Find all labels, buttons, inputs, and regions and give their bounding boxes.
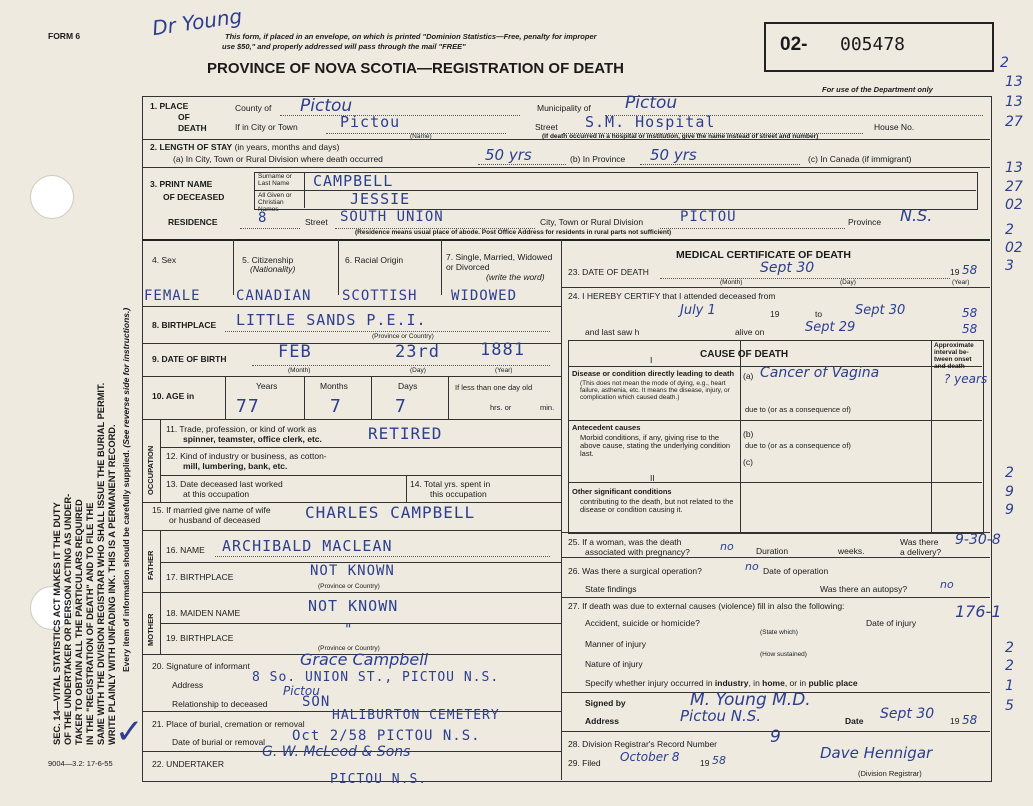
mail-notice-2: use $50," and properly addressed will pass through the mail "FREE" <box>222 42 466 51</box>
medical-title: MEDICAL CERTIFICATE OF DEATH <box>676 249 851 261</box>
relationship-note: Pictou <box>283 684 320 698</box>
informant-address-label: Address <box>172 680 204 690</box>
cause-a-prefix: (a) <box>743 371 754 381</box>
surgery-value: no <box>745 560 759 573</box>
margin-code: 2 <box>1005 222 1014 238</box>
filed-year-prefix: 19 <box>700 758 710 768</box>
margin-code: 5 <box>1005 698 1014 714</box>
name-caption: (Name) <box>410 133 432 140</box>
stay-label: 2. LENGTH OF STAY (in years, months and days) <box>150 142 340 152</box>
weeks-label: weeks. <box>838 546 865 556</box>
interval-label: Approximate interval be-tween onset and death <box>934 342 974 370</box>
total-years-label: 14. Total yrs. spent in this occupation <box>410 479 491 499</box>
registrar-signature: Dave Hennigar <box>820 744 933 762</box>
institution-note: (If death occurred in a hospital or institution, give the name instead of street and number) <box>542 133 819 140</box>
min-label: min. <box>540 403 555 412</box>
cause-col-ii: II <box>650 473 655 483</box>
informant-sig-label: 20. Signature of informant <box>152 661 250 671</box>
informant-address: 8 So. UNION ST., PICTOU N.S. <box>252 670 500 685</box>
given-value: JESSIE <box>350 190 411 208</box>
form-number: FORM 6 <box>48 31 81 41</box>
margin-code: 02 <box>1005 240 1023 256</box>
spouse-value: CHARLES CAMPBELL <box>305 503 476 522</box>
residence-city: PICTOU <box>680 209 737 225</box>
age-years: 77 <box>236 396 260 417</box>
trade-value: RETIRED <box>368 424 443 443</box>
external-label: 27. If death was due to external causes (violence) fill in also the following: <box>568 601 845 611</box>
residence-number: 8 <box>258 210 268 226</box>
cause-b-label: (b) <box>743 429 754 439</box>
stay-a-label: (a) In City, Town or Rural Division where death occurred <box>173 154 383 164</box>
hrs-label: hrs. or <box>490 403 512 412</box>
certify-label: 24. I HEREBY CERTIFY that I attended deceased from <box>568 291 776 301</box>
maiden-name: NOT KNOWN <box>308 597 399 615</box>
registration-number: 005478 <box>840 34 906 55</box>
surname-value: CAMPBELL <box>313 172 394 190</box>
stay-a-value: 50 yrs <box>485 146 532 164</box>
burial-place: HALIBURTON CEMETERY <box>332 708 500 723</box>
accident-label: Accident, suicide or homicide? <box>585 618 700 628</box>
residence-street: SOUTH UNION <box>340 209 444 225</box>
occupation-side-label: OCCUPATION <box>146 445 155 495</box>
dob-label: 9. DATE OF BIRTH <box>152 354 227 364</box>
duration-label: Duration <box>756 546 789 556</box>
form-title: PROVINCE OF NOVA SCOTIA—REGISTRATION OF DEATH <box>207 60 624 77</box>
dob-year: 1881 <box>480 340 525 360</box>
industry-label: 12. Kind of industry or business, as cotton- mill, lumbering, bank, etc. <box>166 451 327 471</box>
dob-day-caption: (Day) <box>410 367 426 374</box>
street-value: S.M. Hospital <box>585 113 716 131</box>
cert-year-prefix: 19 <box>950 716 960 726</box>
place-label: 1. PLACE OF DEATH <box>150 101 207 133</box>
marital-label: 7. Single, Married, Widowed or Divorced (write the word) <box>446 252 553 282</box>
age-months-label: Months <box>320 381 348 391</box>
cause-title: CAUSE OF DEATH <box>700 349 789 360</box>
birthplace-caption: (Province or Country) <box>372 333 434 340</box>
certify-year-end: 58 <box>962 306 978 320</box>
father-birthplace-label: 17. BIRTHPLACE <box>166 572 234 582</box>
informant-sig: Grace Campbell <box>300 650 429 669</box>
mother-side-label: MOTHER <box>146 613 155 646</box>
margin-code: 13 <box>1005 160 1023 176</box>
city-label: If in City or Town <box>235 122 298 132</box>
registrar-caption: (Division Registrar) <box>858 769 922 778</box>
filed-value: October 8 <box>620 750 680 764</box>
racial-value: SCOTTISH <box>342 288 418 304</box>
margin-code: 1 <box>1005 678 1014 694</box>
mother-birthplace-label: 19. BIRTHPLACE <box>166 633 234 643</box>
citizenship-value: CANADIAN <box>236 288 312 304</box>
disease-label: Disease or condition directly leading to death <box>572 369 735 378</box>
other-conditions-note: contributing to the death, but not related to the disease or condition causing it. <box>580 497 734 514</box>
due-to-a: due to (or as a consequence of) <box>745 405 851 414</box>
relationship-value: SON <box>302 694 331 710</box>
undertaker-label: 22. UNDERTAKER <box>152 759 224 769</box>
certify-year-prefix: 19 <box>770 309 780 319</box>
registrar-number-label: 28. Division Registrar's Record Number <box>568 739 718 749</box>
other-conditions-label: Other significant conditions <box>572 487 672 496</box>
maiden-name-label: 18. MAIDEN NAME <box>166 608 241 618</box>
birthplace-value: LITTLE SANDS P.E.I. <box>236 311 427 329</box>
street-label: Street <box>535 122 558 132</box>
mother-birthplace-caption: (Province or Country) <box>318 645 380 652</box>
father-side-label: FATHER <box>146 550 155 580</box>
residence-city-label: City, Town or Rural Division <box>540 217 644 227</box>
surgery-label: 26. Was there a surgical operation? <box>568 566 702 576</box>
punch-hole-top <box>30 175 74 219</box>
footer-code: 9004—3.2: 17-6-55 <box>48 759 113 768</box>
margin-code: 2 <box>1000 55 1009 71</box>
cause-col-i: I <box>650 355 653 365</box>
cause-c-label: (c) <box>743 457 753 467</box>
house-label: House No. <box>874 122 915 132</box>
margin-code: 27 <box>1005 114 1023 130</box>
stay-c-label: (c) In Canada (if immigrant) <box>808 154 912 164</box>
cert-date-label: Date <box>845 716 864 726</box>
disease-note: (This does not mean the mode of dying, e.g., heart failure, asthenia, etc. It means the disease, injury, or complication which caused death.) <box>580 380 730 401</box>
mail-notice-1: This form, if placed in an envelope, on which is printed "Dominion Statistics—Free, penalty for improper <box>225 32 597 41</box>
state-which-caption: (State which) <box>760 629 798 636</box>
alive-on: Sept 29 <box>805 320 856 335</box>
findings-label: State findings <box>585 584 637 594</box>
age-months: 7 <box>330 396 342 417</box>
registrar-number: 9 <box>770 727 781 747</box>
father-birthplace-caption: (Province or Country) <box>318 583 380 590</box>
undertaker-town: PICTOU N.S. <box>330 772 428 787</box>
stay-b-label: (b) In Province <box>570 154 626 164</box>
burial-place-label: 21. Place of burial, cremation or removal <box>152 719 305 729</box>
citizenship-label: 5. Citizenship (Nationality) <box>242 255 296 274</box>
birthplace-label: 8. BIRTHPLACE <box>152 320 217 330</box>
racial-label: 6. Racial Origin <box>345 255 404 265</box>
due-to-b: due to (or as a consequence of) <box>745 441 851 450</box>
op-date-label: Date of operation <box>763 566 829 576</box>
last-worked-label: 13. Date deceased last worked at this occupation <box>166 479 283 499</box>
margin-code: 2 <box>1005 640 1014 656</box>
dob-day: 23rd <box>395 342 440 362</box>
margin-code: 13 <box>1005 74 1023 90</box>
cert-date: Sept 30 <box>880 706 935 722</box>
certify-to: Sept 30 <box>855 303 906 318</box>
last-saw-label: and last saw h <box>585 327 640 337</box>
how-sustained-caption: (How sustained) <box>760 651 807 658</box>
dob-year-caption: (Year) <box>495 367 513 374</box>
dod-label: 23. DATE OF DEATH <box>568 267 649 277</box>
cause-a-interval: ? years <box>944 372 988 386</box>
dod-month-caption: (Month) <box>720 279 743 286</box>
check-mark: ✓ <box>115 712 144 752</box>
residence-label: RESIDENCE <box>168 217 218 227</box>
margin-code: 3 <box>1005 258 1014 274</box>
margin-code: 2 <box>1005 658 1014 674</box>
stay-b-value: 50 yrs <box>650 146 697 164</box>
marital-value: WIDOWED <box>451 288 518 304</box>
dod-year: 58 <box>962 263 978 277</box>
age-years-label: Years <box>256 381 278 391</box>
margin-code: 9 <box>1005 484 1014 500</box>
residence-province-label: Province <box>848 217 882 227</box>
doctor-address-label: Address <box>585 716 620 726</box>
antecedent-label: Antecedent causes <box>572 423 641 432</box>
trade-label: 11. Trade, profession, or kind of work as spinner, teamster, office clerk, etc. <box>166 424 322 444</box>
municipality-label: Municipality of <box>537 103 591 113</box>
doctor-address: Pictou N.S. <box>680 707 762 725</box>
margin-code: 27 <box>1005 179 1023 195</box>
municipality-value: Pictou <box>625 93 678 113</box>
residence-province: N.S. <box>900 206 933 225</box>
department-use-note: For use of the Department only <box>822 85 933 94</box>
father-name: ARCHIBALD MACLEAN <box>222 537 393 555</box>
cause-a: Cancer of Vagina <box>760 365 880 381</box>
signed-value: M. Young M.D. <box>690 690 811 710</box>
dod-year-prefix: 19 <box>950 267 960 277</box>
autopsy-label: Was there an autopsy? <box>820 584 908 594</box>
registration-prefix: 02- <box>780 34 808 55</box>
margin-code: 2 <box>1005 465 1014 481</box>
where-label: Specify whether injury occurred in industry, in home, or in public place <box>585 678 858 688</box>
father-birthplace: NOT KNOWN <box>310 563 395 579</box>
delivery-label: Was there a delivery? <box>900 537 942 557</box>
spouse-label: 15. If married give name of wife or husband of deceased <box>152 505 271 525</box>
city-value: Pictou <box>340 113 401 131</box>
burial-date-label: Date of burial or removal <box>172 737 266 747</box>
cert-year: 58 <box>962 713 978 727</box>
age-label: 10. AGE in <box>152 391 195 401</box>
dod-value: Sept 30 <box>760 260 815 276</box>
dob-month: FEB <box>278 342 312 362</box>
sex-value: FEMALE <box>144 288 201 304</box>
signed-label: Signed by <box>585 698 626 708</box>
margin-code: 176-1 <box>955 602 1002 621</box>
manner-label: Manner of injury <box>585 639 646 649</box>
pregnancy-label: 25. If a woman, was the death associated with pregnancy? <box>568 537 690 557</box>
county-label: County of <box>235 103 272 113</box>
nature-label: Nature of injury <box>585 659 643 669</box>
mother-birthplace: " <box>345 622 352 638</box>
side-note-instructions: Every item of information should be carefully supplied. (See reverse side for instructions.) <box>121 307 131 672</box>
undertaker-value: G. W. McLeod & Sons <box>262 744 411 760</box>
age-days: 7 <box>395 396 407 417</box>
margin-code: 13 <box>1005 94 1023 110</box>
injury-date-label: Date of injury <box>866 618 917 628</box>
dob-month-caption: (Month) <box>288 367 311 374</box>
side-notice: SEC. 14—VITAL STATISTICS ACT MAKES IT THE DUTY OF THE UNDERTAKER OR PERSON ACTING AS UNDER- TAKER TO OBTAIN ALL THE PARTICULARS REQUIRED IN THE "REGISTRATION OF DEATH" AND TO FILE THE SAME WITH THE DIVISION REGISTRAR WHO SHALL ISSUE THE BURIAL PERMIT. WRITE PLAINLY WITH UNFADING INK. THIS IS A PERMANENT RECORD. <box>52 382 117 745</box>
filed-year: 58 <box>712 754 726 767</box>
county-value: Pictou <box>300 96 353 116</box>
residence-street-label: Street <box>305 217 328 227</box>
margin-code: 02 <box>1005 197 1023 213</box>
alive-year: 58 <box>962 322 978 336</box>
given-label: All Given or Christian Names <box>258 192 292 213</box>
margin-code: 9 <box>1005 502 1014 518</box>
antecedent-note: Morbid conditions, if any, giving rise to the above cause, stating the underlying condition last. <box>580 433 731 458</box>
dod-day-caption: (Day) <box>840 279 856 286</box>
margin-code: 9-30-8 <box>955 532 1001 548</box>
age-days-label: Days <box>398 381 418 391</box>
sex-label: 4. Sex <box>152 255 177 265</box>
certify-to-label: to <box>815 309 823 319</box>
deceased-label: 3. PRINT NAME OF DECEASED <box>150 179 225 202</box>
surname-label: Surname or Last Name <box>258 173 292 187</box>
father-name-label: 16. NAME <box>166 545 205 555</box>
residence-note: (Residence means usual place of abode. Post Office Address for residents in rural parts not sufficient) <box>355 229 672 236</box>
burial-date: Oct 2/58 PICTOU N.S. <box>292 728 481 744</box>
pregnancy-value: no <box>720 540 734 553</box>
relationship-label: Relationship to deceased <box>172 699 268 709</box>
certify-from: July 1 <box>680 303 716 318</box>
doctor-note: Dr Young <box>150 3 244 41</box>
autopsy-value: no <box>940 578 954 591</box>
dod-year-caption: (Year) <box>952 279 970 286</box>
filed-label: 29. Filed <box>568 758 601 768</box>
under-day-label: If less than one day old <box>455 383 533 392</box>
alive-label: alive on <box>735 327 765 337</box>
